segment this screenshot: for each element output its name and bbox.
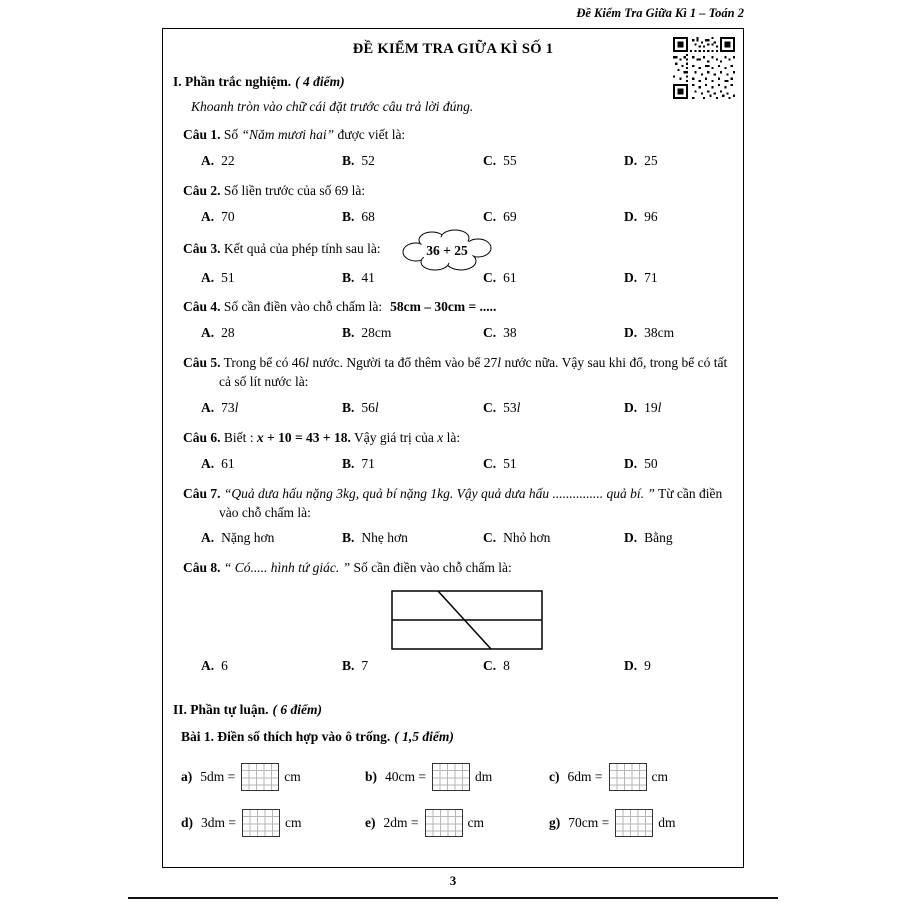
question-4-options (201, 324, 733, 343)
exercise-1-label: Bài 1. Điền số thích hợp vào ô trống. (181, 729, 391, 745)
option-value: 8 (503, 658, 510, 674)
item-text: 70cm = (568, 815, 610, 831)
option-value: 55 (503, 152, 517, 168)
option-value: 52 (361, 152, 375, 168)
section-2-label: II. Phần tự luận. (173, 702, 269, 718)
question-8 (183, 559, 733, 578)
text-part: nước. Người ta đổ thêm vào bể 27 (309, 355, 498, 371)
option-b (342, 455, 483, 474)
question-7 (183, 485, 733, 523)
option-letter: D. (624, 658, 638, 674)
question-7-label: Câu 7. (183, 485, 221, 501)
option-value: 9 (644, 658, 651, 674)
quote-part: “Năm mươi hai” (241, 127, 335, 142)
item-unit: cm (284, 769, 301, 785)
option-value: 28 (221, 325, 235, 341)
liter-symbol: l (234, 400, 239, 416)
option-letter: A. (201, 269, 215, 285)
option-value: 53 (503, 400, 517, 416)
item-text: 6dm = (567, 769, 603, 785)
answer-box[interactable] (425, 809, 463, 837)
section-2-points: ( 6 điểm) (272, 702, 323, 718)
option-value: 50 (644, 455, 658, 471)
fill-item-d (181, 809, 365, 837)
text-part: Số cần điền vào chỗ chấm là: (220, 299, 383, 315)
text-part: Số (220, 127, 242, 142)
fill-item-e (365, 809, 549, 837)
option-value: 28cm (361, 325, 392, 341)
option-b (342, 529, 483, 548)
item-unit: dm (475, 769, 493, 785)
item-unit: dm (658, 815, 676, 831)
text-part: là: (443, 429, 461, 445)
item-unit: cm (651, 769, 668, 785)
option-b (342, 152, 483, 171)
option-letter: D. (624, 455, 638, 471)
option-d (624, 269, 658, 288)
option-letter: B. (342, 530, 355, 546)
option-c (483, 529, 624, 548)
option-c (483, 208, 624, 227)
item-text: 3dm = (201, 815, 237, 831)
answer-box[interactable] (242, 809, 280, 837)
fill-item-c (549, 763, 733, 791)
option-letter: A. (201, 208, 215, 224)
liter-symbol: l (657, 400, 662, 416)
option-letter: D. (624, 530, 638, 546)
item-label: g) (549, 815, 561, 831)
option-letter: D. (624, 325, 638, 341)
option-value: Nhỏ hơn (503, 530, 551, 546)
section-1-points: ( 4 điểm) (295, 74, 345, 89)
exercise-1-points: ( 1,5 điểm) (394, 729, 454, 745)
question-6 (183, 429, 733, 448)
option-letter: C. (483, 530, 497, 546)
option-value: Nhẹ hơn (361, 530, 408, 546)
exercise-1-heading (181, 729, 733, 745)
section-1-label: I. Phần trắc nghiệm. (173, 74, 292, 89)
exercise-row-2 (181, 809, 733, 837)
option-value: 38cm (644, 325, 675, 341)
option-letter: C. (483, 152, 497, 168)
option-value: 61 (221, 455, 235, 471)
option-value: 61 (503, 269, 517, 285)
question-5 (183, 354, 733, 392)
answer-box[interactable] (615, 809, 653, 837)
item-text: 2dm = (383, 815, 419, 831)
item-label: e) (365, 815, 376, 831)
option-value: 38 (503, 325, 517, 341)
option-value: 71 (644, 269, 658, 285)
item-label: d) (181, 815, 194, 831)
option-c (483, 269, 624, 288)
option-letter: D. (624, 152, 638, 168)
question-1-label: Câu 1. (183, 127, 221, 142)
option-letter: B. (342, 269, 355, 285)
item-text: 40cm = (385, 769, 426, 785)
option-a (201, 529, 342, 548)
option-c (483, 399, 624, 418)
option-value: 41 (361, 269, 375, 285)
option-c (483, 455, 624, 474)
text-part: Kết quả của phép tính sau là: (220, 241, 381, 257)
fill-item-b (365, 763, 549, 791)
option-letter: B. (342, 152, 355, 168)
text-part: Trong bể có 46 (220, 355, 306, 371)
variable-x: x (437, 429, 444, 445)
option-b (342, 399, 483, 418)
option-b (342, 269, 483, 288)
option-value: 51 (221, 269, 235, 285)
quote-part: “Quả dưa hấu nặng 3kg, quả bí nặng 1kg. Vậy quả dưa hấu ............... quả bí. ” (220, 485, 655, 501)
option-letter: B. (342, 400, 355, 416)
question-8-options (201, 657, 733, 676)
option-d (624, 152, 658, 171)
question-3-text (183, 240, 381, 259)
option-letter: A. (201, 152, 215, 168)
liter-symbol: l (497, 355, 502, 371)
option-letter: C. (483, 269, 497, 285)
answer-box[interactable] (241, 763, 279, 791)
option-letter: D. (624, 269, 638, 285)
text-part: Số liền trước của số 69 là: (220, 182, 366, 198)
section-1-heading (173, 74, 733, 90)
liter-symbol: l (516, 400, 521, 416)
option-d (624, 208, 658, 227)
variable-x: x (256, 429, 264, 445)
option-letter: A. (201, 325, 215, 341)
option-d (624, 324, 674, 343)
option-value: 70 (221, 208, 235, 224)
item-label: a) (181, 769, 193, 785)
option-value: 56 (361, 400, 375, 416)
option-letter: D. (624, 208, 638, 224)
option-a (201, 269, 342, 288)
option-d (624, 657, 651, 676)
cloud-shape (399, 228, 495, 274)
quote-part: “ Có..... hình tứ giác. ” (220, 560, 351, 576)
option-value: 25 (644, 152, 658, 168)
text-part: Biết : (220, 429, 257, 445)
item-label: b) (365, 769, 378, 785)
question-1-options (201, 152, 733, 171)
text-part: Số cần điền vào chỗ chấm là: (350, 560, 512, 576)
option-a (201, 657, 342, 676)
answer-box[interactable] (609, 763, 647, 791)
option-d (624, 455, 658, 474)
test-frame (162, 28, 744, 868)
option-letter: B. (342, 455, 355, 471)
option-letter: C. (483, 400, 497, 416)
option-b (342, 324, 483, 343)
option-value: 22 (221, 152, 235, 168)
text-part: được viết là: (334, 127, 406, 142)
page-title: ĐỀ KIỂM TRA GIỮA KÌ SỐ 1 (352, 41, 554, 57)
quadrilateral-figure (391, 590, 543, 650)
option-value: Bằng (644, 530, 673, 546)
footer-rule (128, 897, 778, 899)
question-6-label: Câu 6. (183, 429, 221, 445)
question-7-options (201, 529, 733, 548)
page-header: Đề Kiểm Tra Giữa Kì 1 – Toán 2 (576, 6, 744, 20)
option-value: 19 (644, 400, 658, 416)
option-letter: D. (624, 400, 638, 416)
question-3-label: Câu 3. (183, 241, 221, 257)
section-2-heading (173, 702, 733, 718)
fill-item-a (181, 763, 365, 791)
text-part: Từ cần điền vào chỗ chấm là: (219, 485, 723, 520)
option-b (342, 208, 483, 227)
option-letter: A. (201, 455, 215, 471)
question-2 (183, 182, 733, 201)
option-b (342, 657, 483, 676)
page-number: 3 (449, 873, 457, 888)
qr-code (673, 37, 735, 99)
option-letter: B. (342, 658, 355, 674)
option-letter: C. (483, 658, 497, 674)
question-1 (183, 126, 733, 145)
option-value: Nặng hơn (221, 530, 275, 546)
text-part: nước nữa. Vậy sau khi đổ, trong bể có tất cả số lít nước là: (219, 355, 728, 390)
question-8-label: Câu 8. (183, 560, 221, 576)
question-4 (183, 298, 733, 317)
fill-item-g (549, 809, 733, 837)
option-a (201, 324, 342, 343)
option-value: 73 (221, 400, 235, 416)
option-c (483, 657, 624, 676)
option-c (483, 324, 624, 343)
item-unit: cm (467, 815, 484, 831)
option-value: 6 (221, 658, 228, 674)
question-2-label: Câu 2. (183, 182, 221, 198)
equation: 58cm – 30cm = ..... (390, 299, 497, 315)
question-3 (183, 238, 733, 262)
option-c (483, 152, 624, 171)
equation: + 10 = 43 + 18. (263, 429, 351, 445)
question-2-options (201, 208, 733, 227)
option-d (624, 529, 673, 548)
instruction: Khoanh tròn vào chữ cái đặt trước câu trả lời đúng. (191, 99, 474, 114)
option-value: 68 (361, 208, 375, 224)
option-letter: B. (342, 325, 355, 341)
option-value: 7 (361, 658, 369, 674)
option-letter: C. (483, 325, 497, 341)
option-value: 51 (503, 455, 517, 471)
question-5-options (201, 399, 733, 418)
question-4-label: Câu 4. (183, 299, 221, 315)
cloud-expression: 36 + 25 (425, 242, 468, 258)
option-a (201, 399, 342, 418)
item-label: c) (549, 769, 560, 785)
option-value: 71 (361, 455, 375, 471)
liter-symbol: l (374, 400, 379, 416)
liter-symbol: l (305, 355, 310, 371)
option-letter: A. (201, 658, 215, 674)
exercise-row-1 (181, 763, 733, 791)
text-part: Vậy giá trị của (350, 429, 438, 445)
question-3-options (201, 269, 733, 288)
question-5-label: Câu 5. (183, 355, 221, 371)
item-text: 5dm = (200, 769, 236, 785)
option-letter: A. (201, 530, 215, 546)
option-d (624, 399, 661, 418)
option-letter: A. (201, 400, 215, 416)
option-letter: C. (483, 208, 497, 224)
option-a (201, 208, 342, 227)
option-letter: B. (342, 208, 355, 224)
option-letter: C. (483, 455, 497, 471)
answer-box[interactable] (432, 763, 470, 791)
item-unit: cm (285, 815, 302, 831)
option-value: 96 (644, 208, 658, 224)
option-a (201, 152, 342, 171)
option-a (201, 455, 342, 474)
option-value: 69 (503, 208, 517, 224)
question-6-options (201, 455, 733, 474)
